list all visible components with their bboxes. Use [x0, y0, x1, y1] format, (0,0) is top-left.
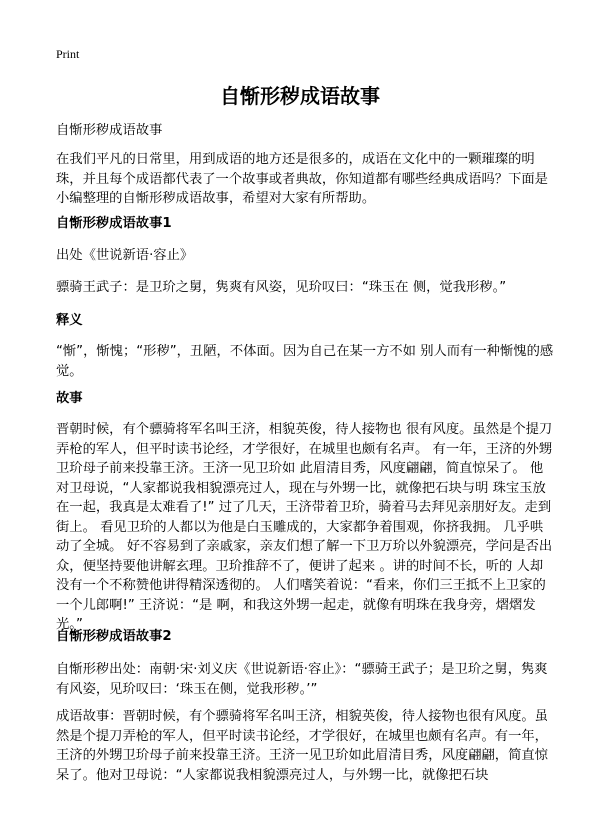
story1-quote: 骠骑王武子：是卫玠之舅，隽爽有风姿，见玠叹曰：“珠玉在 侧，觉我形秽。”: [56, 280, 507, 295]
meaning-paragraph: “惭”，惭愧；“形秽”，丑陋，不体面。因为自己在某一方不如 别人而有一种惭愧的感觉。: [56, 344, 554, 379]
story1-heading: 自惭形秽成语故事1: [56, 216, 172, 231]
story2-heading: 自惭形秽成语故事2: [56, 629, 172, 644]
print-label: Print: [56, 47, 80, 61]
story2-source: 自惭形秽出处：南朝·宋·刘义庆《世说新语·容止》：“骠骑王武子；是卫玠之舅，隽爽有风姿，见玠叹曰：‘珠玉在侧，觉我形秽。’”: [56, 662, 548, 697]
meaning-heading: 释义: [56, 313, 83, 328]
story2-paragraph: 成语故事：晋朝时候，有个骠骑将军名叫王济，相貌英俊，待人接物也很有风度。虽然是个提刀弄枪的军人，但平时读书论经，才学很好，在城里也颇有名声。有一年，王济的外甥卫玠母子前来投靠王济。王济一见卫玠如此眉清目秀，风度翩翩，简直惊呆了。他对卫母说：“人家都说我相貌漂亮过人，与外甥一比，就像把石块: [56, 709, 548, 783]
story-heading: 故事: [56, 391, 83, 406]
page-title: 自惭形秽成语故事: [220, 84, 380, 108]
story1-source: 出处《世说新语·容止》: [56, 248, 194, 263]
intro-paragraph: 在我们平凡的日常里，用到成语的地方还是很多的，成语在文化中的一颗璀璨的明珠，并且每个成语都代表了一个故事或者典故，你知道都有哪些经典成语吗？下面是小编整理的自惭形秽成语故事，希望对大家有所帮助。: [56, 152, 548, 206]
subtitle: 自惭形秽成语故事: [56, 123, 163, 138]
story1-paragraph: 晋朝时候，有个骠骑将军名叫王济，相貌英俊，待人接物也 很有风度。虽然是个提刀弄枪的军人，但平时读书论经，才学很好，在城里也颇有名声。 有一年，王济的外甥卫玠母子前来投靠王济。王济一见卫玠如 此眉清目秀，风度翩翩，简直惊呆了。 他对卫母说，“人家都说我相貌漂亮过人，现在与外甥一比，就像把石块与明 珠宝玉放在一起，我真是太难看了!” 过了几天，王济带着卫玠，骑着马去拜见亲朋好友。走到街上。 看见卫玠的人都以为他是白玉雕成的，大家都争着围观，你挤我拥。 几乎哄动了全城。 好不容易到了亲戚家，亲友们想了解一下卫万玠以外貌漂亮，学问是否出众，便坚持要他讲解玄理。卫玠推辞不了，便讲了起来 。讲的时间不长，听的 人却没有一个不称赞他讲得精深透彻的。 人们嗜笑着说：“看来，你们三王抵不上卫家的一个儿郎啊!” 王济说：“是 啊，和我这外甥一起走，就像有明珠在我身旁，熠熠发光。”: [56, 422, 553, 632]
